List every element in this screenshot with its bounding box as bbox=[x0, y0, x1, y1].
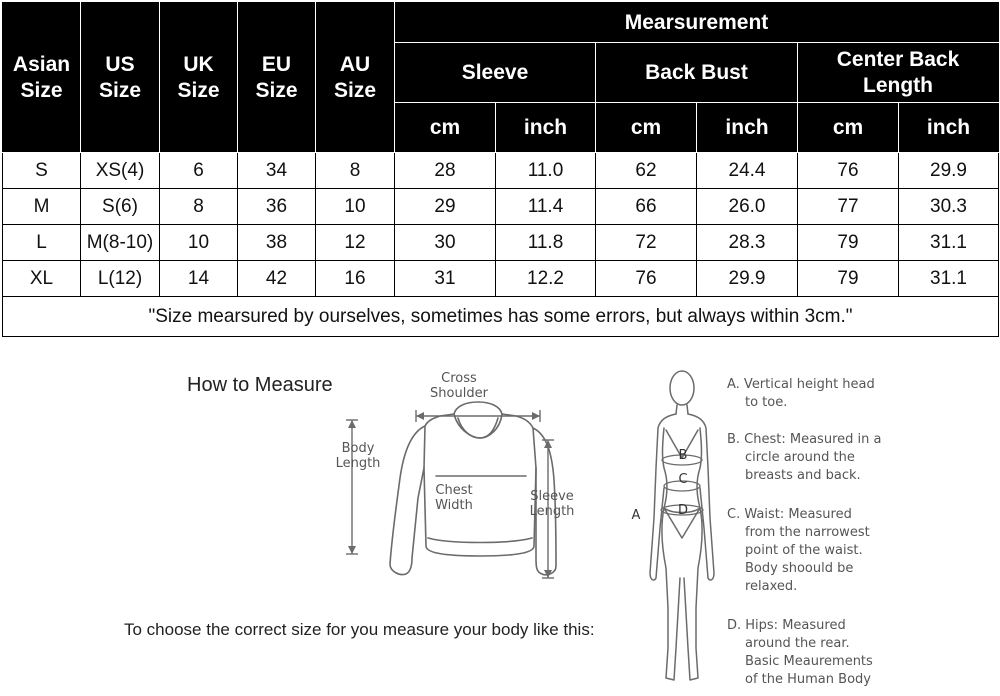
sleeve-length-label: Sleeve Length bbox=[529, 489, 575, 519]
cell-sleeve-cm: 28 bbox=[395, 153, 496, 189]
cell-center-back-length-cm: 79 bbox=[798, 261, 899, 297]
header-us-size: US Size bbox=[81, 3, 160, 153]
chest-width-label: Chest Width bbox=[435, 483, 473, 513]
cell-center-back-length-cm: 76 bbox=[798, 153, 899, 189]
cell-au-size: 16 bbox=[316, 261, 395, 297]
cell-au-size: 10 bbox=[316, 189, 395, 225]
cell-sleeve-cm: 30 bbox=[395, 225, 496, 261]
unit-inch: inch bbox=[496, 103, 596, 153]
cell-uk-size: 8 bbox=[160, 189, 238, 225]
cell-us-size: S(6) bbox=[81, 189, 160, 225]
cell-center-back-length-cm: 79 bbox=[798, 225, 899, 261]
marker-a: A bbox=[631, 508, 641, 523]
cell-us-size: XS(4) bbox=[81, 153, 160, 189]
cell-asian-size: M bbox=[3, 189, 81, 225]
header-measurement: Mearsurement bbox=[395, 3, 999, 43]
marker-d: D bbox=[677, 503, 689, 518]
cell-us-size: M(8-10) bbox=[81, 225, 160, 261]
header-sleeve: Sleeve bbox=[395, 43, 596, 103]
cell-sleeve-inch: 11.4 bbox=[496, 189, 596, 225]
unit-cm: cm bbox=[395, 103, 496, 153]
cell-center-back-length-inch: 29.9 bbox=[899, 153, 999, 189]
how-to-measure-title: How to Measure bbox=[187, 374, 333, 396]
cell-back-bust-inch: 26.0 bbox=[697, 189, 798, 225]
marker-b: B bbox=[678, 448, 688, 463]
cell-sleeve-cm: 31 bbox=[395, 261, 496, 297]
cell-eu-size: 34 bbox=[238, 153, 316, 189]
header-back-bust: Back Bust bbox=[596, 43, 798, 103]
header-center-back-length: Center Back Length bbox=[798, 43, 999, 103]
table-row bbox=[3, 261, 999, 297]
legend-b: B. Chest: Measured in a circle around the breasts and back. bbox=[727, 432, 882, 483]
cell-us-size: L(12) bbox=[81, 261, 160, 297]
cell-asian-size: XL bbox=[3, 261, 81, 297]
unit-inch: inch bbox=[697, 103, 798, 153]
cell-back-bust-cm: 66 bbox=[596, 189, 697, 225]
cell-back-bust-cm: 76 bbox=[596, 261, 697, 297]
cell-back-bust-cm: 72 bbox=[596, 225, 697, 261]
unit-cm: cm bbox=[798, 103, 899, 153]
marker-c: C bbox=[678, 472, 688, 487]
cell-eu-size: 42 bbox=[238, 261, 316, 297]
cell-sleeve-inch: 12.2 bbox=[496, 261, 596, 297]
table-row bbox=[3, 189, 999, 225]
cell-back-bust-cm: 62 bbox=[596, 153, 697, 189]
cell-sleeve-inch: 11.8 bbox=[496, 225, 596, 261]
table-row bbox=[3, 153, 999, 189]
table-body bbox=[3, 153, 999, 337]
header-au-size: AU Size bbox=[316, 3, 395, 153]
cell-sleeve-cm: 29 bbox=[395, 189, 496, 225]
legend-a: A. Vertical height head to toe. bbox=[727, 377, 875, 410]
body-length-label: Body Length bbox=[335, 441, 381, 471]
table-row bbox=[3, 225, 999, 261]
unit-inch: inch bbox=[899, 103, 999, 153]
size-chart-table bbox=[2, 2, 999, 337]
header-asian-size: Asian Size bbox=[3, 3, 81, 153]
cell-center-back-length-inch: 31.1 bbox=[899, 261, 999, 297]
cell-eu-size: 38 bbox=[238, 225, 316, 261]
cell-eu-size: 36 bbox=[238, 189, 316, 225]
choose-size-instruction: To choose the correct size for you measure your body like this: bbox=[124, 620, 595, 639]
header-uk-size: UK Size bbox=[160, 3, 238, 153]
legend-d: D. Hips: Measured around the rear. Basic Meaurements of the Human Body bbox=[727, 618, 873, 687]
cell-center-back-length-inch: 31.1 bbox=[899, 225, 999, 261]
cell-uk-size: 6 bbox=[160, 153, 238, 189]
body-figure-illustration bbox=[628, 368, 723, 693]
cell-au-size: 12 bbox=[316, 225, 395, 261]
cross-shoulder-label: Cross Shoulder bbox=[430, 371, 488, 401]
cell-uk-size: 10 bbox=[160, 225, 238, 261]
measurement-note: "Size mearsured by ourselves, sometimes has some errors, but always within 3cm." bbox=[3, 297, 999, 337]
cell-back-bust-inch: 29.9 bbox=[697, 261, 798, 297]
cell-sleeve-inch: 11.0 bbox=[496, 153, 596, 189]
note-row bbox=[3, 297, 999, 337]
cell-au-size: 8 bbox=[316, 153, 395, 189]
cell-back-bust-inch: 28.3 bbox=[697, 225, 798, 261]
cell-uk-size: 14 bbox=[160, 261, 238, 297]
cell-back-bust-inch: 24.4 bbox=[697, 153, 798, 189]
cell-asian-size: L bbox=[3, 225, 81, 261]
legend-c: C. Waist: Measured from the narrowest point of the waist. Body shoould be relaxed. bbox=[727, 507, 870, 594]
cell-center-back-length-inch: 30.3 bbox=[899, 189, 999, 225]
header-eu-size: EU Size bbox=[238, 3, 316, 153]
cell-center-back-length-cm: 77 bbox=[798, 189, 899, 225]
cell-asian-size: S bbox=[3, 153, 81, 189]
unit-cm: cm bbox=[596, 103, 697, 153]
